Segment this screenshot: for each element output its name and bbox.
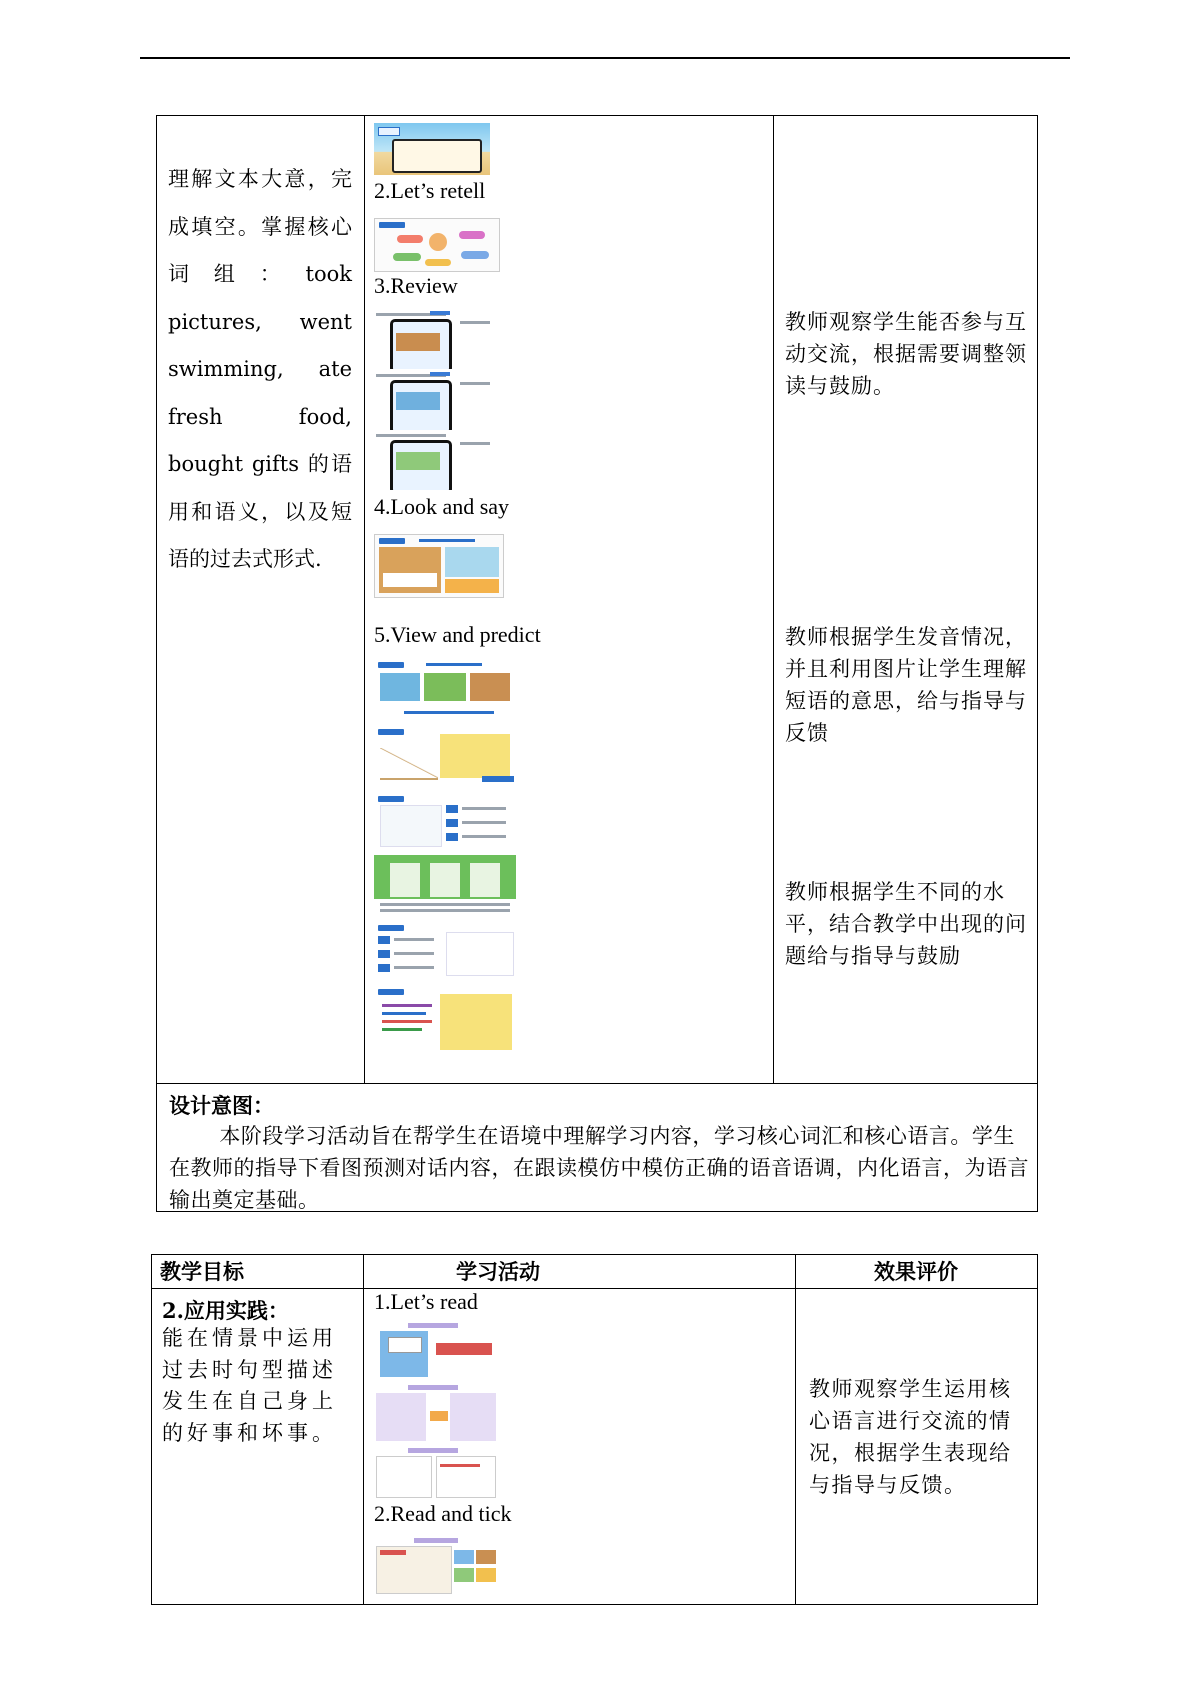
- slide-listen-check: [374, 726, 516, 784]
- evaluation-text-table2: 教师观察学生运用核心语言进行交流的情况，根据学生表现给与指导与反馈。: [809, 1377, 1012, 1497]
- evaluation-text-2: 教师根据学生发音情况，并且利用图片让学生理解短语的意思，给与指导与反馈: [785, 625, 1027, 745]
- slide-view-predict: [374, 659, 514, 719]
- goal-text-2: 能在情景中运用过去时句型描述发生在自己身上的好事和坏事。: [162, 1326, 337, 1445]
- slide-review-2: [374, 372, 498, 430]
- header-learning-activity: 学习活动: [456, 1259, 540, 1284]
- slide-read-and-tick: [374, 1538, 500, 1594]
- evaluation-cell: [773, 116, 1037, 1083]
- activity-look-and-say: 4.Look and say: [374, 494, 510, 519]
- goal-heading: 2.应用实践：: [162, 1298, 289, 1323]
- slide-look-and-say: [374, 534, 504, 598]
- header-rule: [140, 57, 1070, 59]
- goal-text: 理解文本大意，完成填空。掌握核心词组：took pictures, went swimming, ate fresh food, bought gifts 的语用和语义，以及短语的过去式形式.: [168, 167, 352, 571]
- slide-read-match-2: [374, 922, 516, 978]
- evaluation-text-1: 教师观察学生能否参与互动交流，根据需要调整领读与鼓励。: [785, 310, 1027, 398]
- goal-cell: [157, 116, 365, 1083]
- slide-read-match: [374, 793, 516, 847]
- activities-cell: [364, 116, 774, 1083]
- activity-lets-read: 1.Let’s read: [374, 1289, 478, 1314]
- slide-diary-text: [374, 1448, 498, 1498]
- design-intent-heading: 设计意图：: [169, 1093, 274, 1118]
- design-intent-row: [157, 1083, 1037, 1212]
- slide-beach-image: [374, 123, 490, 175]
- activity-retell: 2.Let’s retell: [374, 178, 486, 203]
- lesson-table-2: [151, 1254, 1038, 1605]
- slide-retell-mindmap: [374, 218, 500, 272]
- slide-review-3: [374, 432, 498, 490]
- slide-review-1: [374, 311, 498, 369]
- slide-diary: [374, 1385, 498, 1443]
- activity-view-and-predict: 5.View and predict: [374, 622, 541, 647]
- evaluation-text-3: 教师根据学生不同的水平，结合教学中出现的问题给与指导与鼓励: [785, 880, 1027, 968]
- lesson-table-1: [156, 115, 1038, 1212]
- activity-read-and-tick: 2.Read and tick: [374, 1501, 512, 1526]
- design-intent-text: 本阶段学习活动旨在帮学生在语境中理解学习内容，学习核心词汇和核心语言。学生在教师的指导下看图预测对话内容，在跟读模仿中模仿正确的语音语调，内化语言，为语言输出奠定基础。: [169, 1124, 1029, 1212]
- header-evaluation: 效果评价: [874, 1259, 958, 1284]
- slide-good-problem-solution: [374, 855, 516, 917]
- table-header-row: [152, 1255, 1037, 1289]
- slide-think-and-say: [374, 986, 516, 1052]
- activity-review: 3.Review: [374, 273, 458, 298]
- slide-lets-read: [374, 1323, 498, 1379]
- header-teaching-goal: 教学目标: [160, 1259, 244, 1284]
